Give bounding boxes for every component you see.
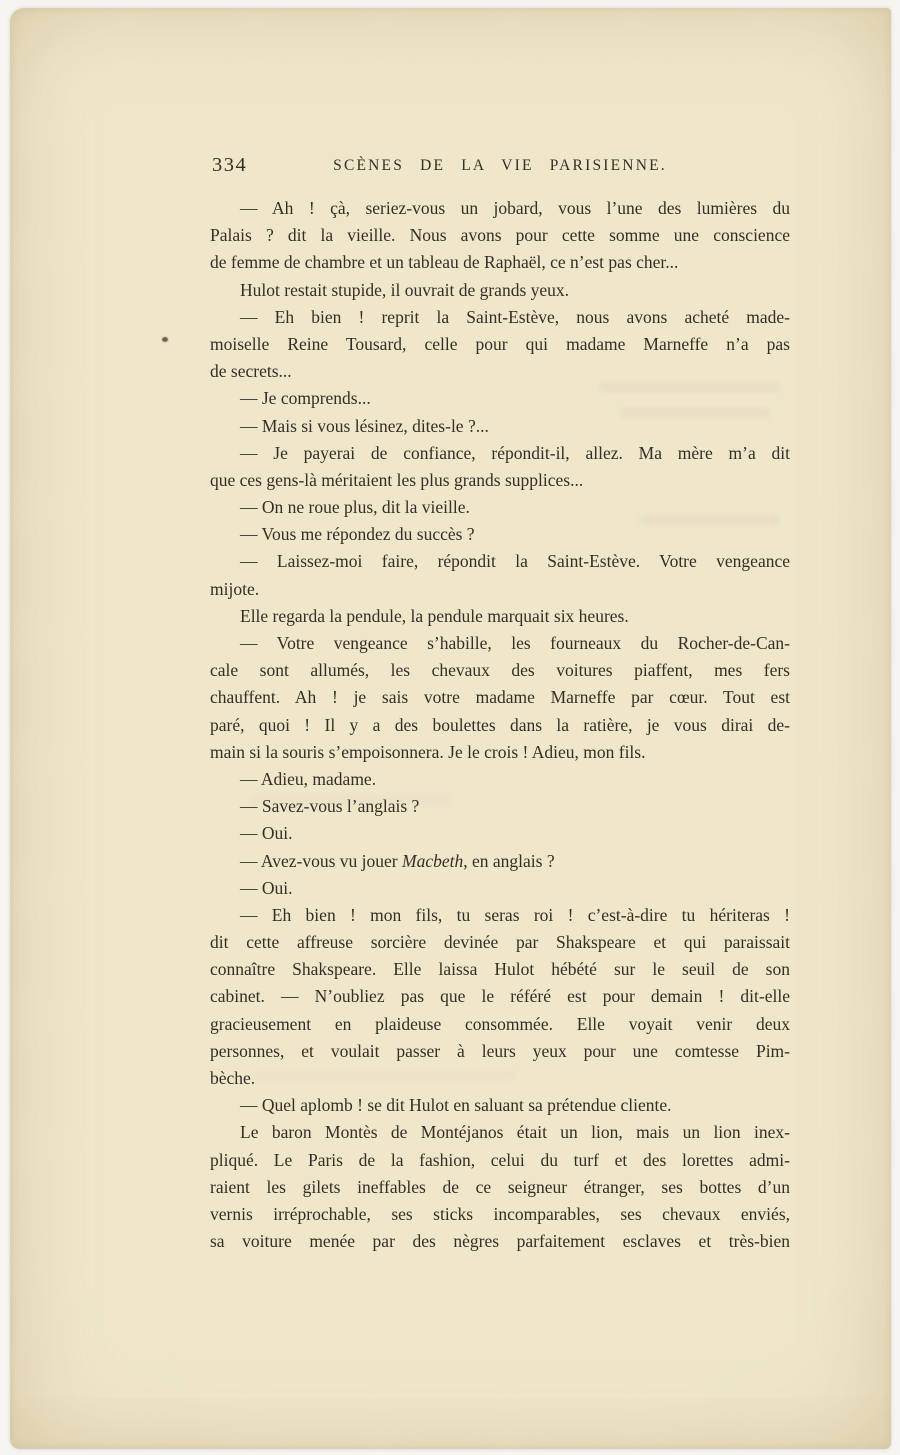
text-line: Le baron Montès de Montéjanos était un lion, mais un lion inex- [240,1122,790,1143]
running-title: SCÈNES DE LA VIE PARISIENNE. [333,157,667,174]
text-line: Elle regarda la pendule, la pendule marquait six heures. [240,605,629,626]
text-line: — Laissez-moi faire, répondit la Saint-Estève. Votre vengeance [240,551,790,572]
text-line: Palais ? dit la vieille. Nous avons pour cette somme une conscience [210,225,790,246]
text-line: pliqué. Le Paris de la fashion, celui du turf et des lorettes admi- [210,1149,790,1170]
text-line: — Je payerai de confiance, répondit-il, allez. Ma mère m’a dit [240,442,790,463]
text-line: que ces gens-là méritaient les plus grands supplices... [210,469,584,490]
text-line: gracieusement en plaideuse consommée. Elle voyait venir deux [210,1013,790,1034]
text-line: cabinet. — N’oubliez pas que le référé est pour demain ! dit-elle [210,986,790,1007]
text-line: connaître Shakspeare. Elle laissa Hulot hébété sur le seuil de son [210,959,790,980]
text-line: bèche. [210,1068,256,1088]
margin-ink-dot-artifact [162,337,168,342]
text-run: , en anglais ? [463,850,555,871]
text-block [210,195,790,1255]
text-line: — Oui. [240,877,293,898]
text-line: — On ne roue plus, dit la vieille. [240,497,470,518]
text-line: vernis irréprochable, ses sticks incomparables, ses chevaux enviés, [210,1203,790,1224]
text-line: cale sont allumés, les chevaux des voitures piaffent, mes fers [210,660,790,681]
text-line: — Ah ! çà, seriez-vous un jobard, vous l’une des lumières du [240,198,790,218]
italic-text-run: Macbeth [402,850,464,871]
text-line: main si la souris s’empoisonnera. Je le crois ! Adieu, mon fils. [210,741,646,762]
text-line: — Oui. [240,823,293,844]
text-line: mijote. [210,578,260,599]
text-line: — Mais si vous lésinez, dites-le ?... [240,415,489,436]
text-line: Hulot restait stupide, il ouvrait de grands yeux. [240,279,570,300]
text-line: — Eh bien ! reprit la Saint-Estève, nous avons acheté made- [240,306,790,327]
text-line [210,848,790,875]
page-content [210,154,790,1255]
text-line: moiselle Reine Tousard, celle pour qui madame Marneffe n’a pas [210,333,790,354]
text-line: de secrets... [210,361,292,382]
text-line: dit cette affreuse sorcière devinée par Shakspeare et qui paraissait [210,932,790,953]
text-line: — Savez-vous l’anglais ? [240,796,420,817]
page-number: 334 [212,154,248,176]
text-line: — Votre vengeance s’habille, les fourneaux du Rocher-de-Can- [240,633,790,653]
text-run: — Avez-vous vu jouer [240,850,403,871]
page-header [210,154,790,180]
text-line: — Adieu, madame. [240,768,377,789]
text-line: sa voiture menée par des nègres parfaitement esclaves et très-bien [210,1231,790,1252]
text-line: personnes, et voulait passer à leurs yeux pour une comtesse Pim- [210,1040,790,1061]
text-line: raient les gilets ineffables de ce seigneur étranger, ses bottes d’un [210,1176,790,1197]
text-line: — Je comprends... [240,388,371,409]
text-line: — Vous me répondez du succès ? [240,524,475,545]
text-line: de femme de chambre et un tableau de Raphaël, ce n’est pas cher... [210,252,679,273]
text-line: chauffent. Ah ! je sais votre madame Marneffe par cœur. Tout est [210,687,790,708]
text-line: — Eh bien ! mon fils, tu seras roi ! c’est-à-dire tu hériteras ! [240,904,790,925]
text-line: paré, quoi ! Il y a des boulettes dans la ratière, je vous dirai de- [210,714,790,735]
text-line: — Quel aplomb ! se dit Hulot en saluant sa prétendue cliente. [240,1095,672,1116]
